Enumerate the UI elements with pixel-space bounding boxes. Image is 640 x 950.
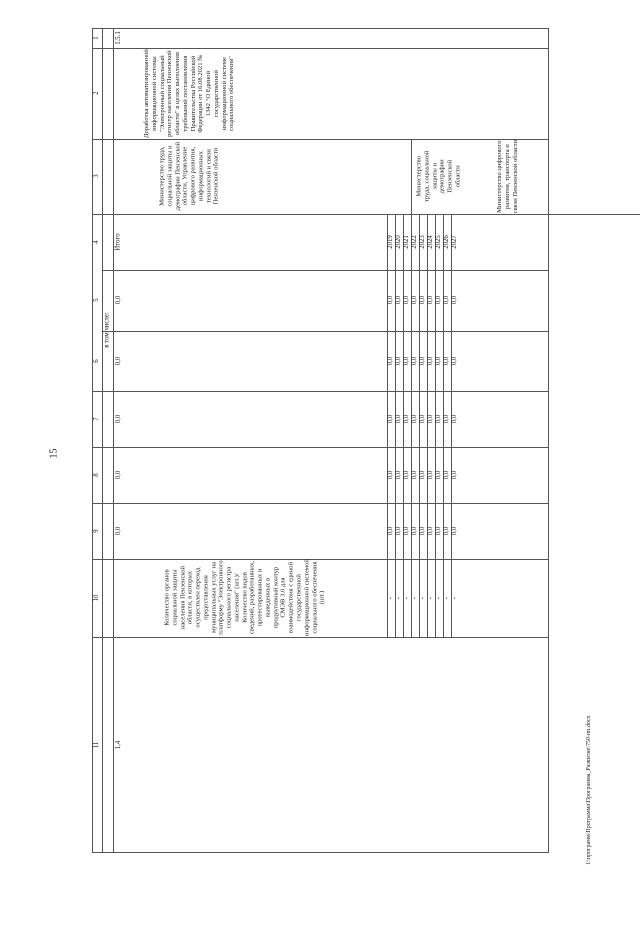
year-2019-value-4 bbox=[387, 447, 395, 503]
year-2027-value-2-text: 0,0 bbox=[450, 356, 458, 366]
table-border-top bbox=[92, 28, 549, 29]
year-2022-value-3-text: 0,0 bbox=[410, 414, 418, 424]
executor-labour-ministry-text: Министерство труда, социальной защиты и демографии Пензенской области bbox=[415, 150, 462, 203]
year-2023-value-3-text: 0,0 bbox=[418, 414, 426, 424]
year-2023-value-5 bbox=[419, 503, 427, 559]
total-label bbox=[113, 214, 125, 270]
year-2027-value-2 bbox=[451, 331, 459, 391]
year-2019-value-1-text: 0,0 bbox=[386, 296, 394, 305]
column-number-5 bbox=[92, 270, 102, 331]
year-2022-value-1 bbox=[411, 270, 419, 331]
column-number-7-text: 7 bbox=[92, 417, 100, 421]
year-2020-value-1-text: 0,0 bbox=[394, 296, 402, 305]
year-2024-value-2 bbox=[427, 331, 435, 391]
indicator-value bbox=[113, 637, 125, 853]
year-2024-indicator-text: - bbox=[426, 596, 434, 600]
header-subtitle-text: в том числе: bbox=[103, 312, 111, 349]
year-2023-value-4-text: 0,0 bbox=[418, 470, 426, 480]
year-2020-text: 2020 bbox=[394, 235, 402, 249]
year-2026-value-2-text: 0,0 bbox=[442, 356, 450, 366]
executor-main bbox=[113, 139, 265, 214]
column-number-1 bbox=[92, 28, 102, 48]
year-2019-indicator-text: - bbox=[386, 596, 394, 600]
column-separator-10 bbox=[92, 637, 549, 638]
year-2022-indicator-text: - bbox=[410, 596, 418, 600]
year-2023-value-2 bbox=[419, 331, 427, 391]
year-2024-value-1-text: 0,0 bbox=[426, 296, 434, 305]
year-2021-value-5-text: 0,0 bbox=[402, 526, 410, 536]
year-2021-value-2 bbox=[403, 331, 411, 391]
column-number-10 bbox=[92, 559, 102, 637]
table-border-right bbox=[548, 28, 549, 853]
total-label-text: Итого bbox=[114, 233, 122, 251]
page-number: 15 bbox=[48, 448, 60, 459]
year-2023-value-3 bbox=[419, 391, 427, 447]
year-2024-value-3 bbox=[427, 391, 435, 447]
year-2020-value-3 bbox=[395, 391, 403, 447]
year-2022-value-2 bbox=[411, 331, 419, 391]
year-2025-value-4 bbox=[435, 447, 443, 503]
indicator-text-text: Количество органов социальной защиты населения Пензенской области, в которых осуществлен переход предоставления муниципальных услуг на платформу "Электронного социального регистра населения" (шт.)/ Количество видов сведений, разработанных, протестированных и выведенных в продуктивный контур СМЭВ 3.0 для взаимодействия с единой государственной информационной системой социального обеспечения (шт.) bbox=[162, 559, 326, 637]
year-2027-indicator-text: - bbox=[450, 596, 458, 600]
column-number-5-text: 5 bbox=[92, 298, 100, 303]
year-2024-value-5-text: 0,0 bbox=[426, 526, 434, 536]
year-2020-value-2-text: 0,0 bbox=[394, 356, 402, 366]
total-value-3-text: 0,0 bbox=[114, 414, 122, 424]
year-2020-indicator bbox=[395, 559, 403, 637]
indicator-value-text: 1,4 bbox=[114, 740, 122, 750]
year-2027-value-3-text: 0,0 bbox=[450, 414, 458, 424]
year-2025-value-1 bbox=[435, 270, 443, 331]
executor-labour-ministry bbox=[411, 139, 467, 214]
year-2022-indicator bbox=[411, 559, 419, 637]
year-2019-value-2 bbox=[387, 331, 395, 391]
year-2023-text: 2023 bbox=[418, 235, 426, 249]
year-2027-value-3 bbox=[451, 391, 459, 447]
year-2024-text: 2024 bbox=[426, 235, 434, 249]
year-2021-value-4-text: 0,0 bbox=[402, 470, 410, 480]
year-2025-value-3 bbox=[435, 391, 443, 447]
year-2021-value-4 bbox=[403, 447, 411, 503]
total-value-2 bbox=[113, 331, 125, 391]
column-number-7 bbox=[92, 391, 102, 447]
year-2022-value-4-text: 0,0 bbox=[410, 470, 418, 480]
project-name bbox=[113, 48, 265, 139]
indicator-text bbox=[113, 559, 376, 637]
year-2019-text: 2019 bbox=[386, 235, 394, 249]
year-2027-text: 2027 bbox=[450, 235, 458, 249]
year-2023-indicator-text: - bbox=[418, 596, 426, 600]
total-value-1 bbox=[113, 270, 125, 331]
year-2023-value-5-text: 0,0 bbox=[418, 526, 426, 536]
year-2022-value-3 bbox=[411, 391, 419, 447]
column-number-3 bbox=[92, 139, 102, 214]
year-2019-value-3 bbox=[387, 391, 395, 447]
executor-digital-ministry-text: Министерство цифрового развития, транспорта и связи Пензенской области bbox=[495, 139, 519, 214]
year-2020-value-1 bbox=[395, 270, 403, 331]
year-2026-value-5 bbox=[443, 503, 451, 559]
year-2019-value-5-text: 0,0 bbox=[386, 526, 394, 536]
year-2020-value-4-text: 0,0 bbox=[394, 470, 402, 480]
year-2021-indicator bbox=[403, 559, 411, 637]
year-2026-value-4 bbox=[443, 447, 451, 503]
year-2025-indicator-text: - bbox=[434, 596, 442, 600]
year-2025-value-5-text: 0,0 bbox=[434, 526, 442, 536]
year-2022-value-4 bbox=[411, 447, 419, 503]
column-number-11 bbox=[92, 637, 102, 853]
year-2020-value-2 bbox=[395, 331, 403, 391]
year-2019-value-4-text: 0,0 bbox=[386, 470, 394, 480]
column-number-8-text: 8 bbox=[92, 473, 100, 477]
year-2024-value-4-text: 0,0 bbox=[426, 470, 434, 480]
total-value-4-text: 0,0 bbox=[114, 470, 122, 480]
year-2020-value-5 bbox=[395, 503, 403, 559]
year-2022-text: 2022 bbox=[410, 235, 418, 249]
row-code-text: 1.5.1 bbox=[114, 31, 122, 45]
year-2024-value-3-text: 0,0 bbox=[426, 414, 434, 424]
year-2021-value-2-text: 0,0 bbox=[402, 356, 410, 366]
total-value-2-text: 0,0 bbox=[114, 356, 122, 366]
year-2021-value-1-text: 0,0 bbox=[402, 296, 410, 305]
column-number-3-text: 3 bbox=[92, 174, 100, 179]
year-2022-value-1-text: 0,0 bbox=[410, 296, 418, 305]
project-name-text: Доработка автоматизированной информационной системы "Электронный социальный регистр населения Пензенской области" в целях выполнения требований постановления Правительства Российской Федерации от 16.08.2021 № 1342 "О Единой государственной информационной системе социального обеспечения" bbox=[142, 49, 235, 138]
year-2026-value-3 bbox=[443, 391, 451, 447]
total-value-4 bbox=[113, 447, 125, 503]
year-2023-indicator bbox=[419, 559, 427, 637]
year-2022-value-5 bbox=[411, 503, 419, 559]
column-number-11-text: 11 bbox=[92, 741, 100, 749]
year-2021-value-3 bbox=[403, 391, 411, 447]
year-2024-value-1 bbox=[427, 270, 435, 331]
column-number-4-text: 4 bbox=[92, 240, 100, 244]
year-2021-value-1 bbox=[403, 270, 411, 331]
year-2023-value-2-text: 0,0 bbox=[418, 356, 426, 366]
total-value-1-text: 0,0 bbox=[114, 296, 122, 305]
year-2019-value-2-text: 0,0 bbox=[386, 356, 394, 366]
year-2025-value-2-text: 0,0 bbox=[434, 356, 442, 366]
year-2022-value-2-text: 0,0 bbox=[410, 356, 418, 366]
year-2021-indicator-text: - bbox=[402, 596, 410, 600]
year-2026-value-5-text: 0,0 bbox=[442, 526, 450, 536]
year-2024-value-5 bbox=[427, 503, 435, 559]
year-2026-indicator bbox=[443, 559, 451, 637]
row-code bbox=[113, 28, 125, 48]
year-2025-value-3-text: 0,0 bbox=[434, 414, 442, 424]
total-value-3 bbox=[113, 391, 125, 447]
year-2021-text: 2021 bbox=[402, 235, 410, 249]
year-2027-value-4 bbox=[451, 447, 459, 503]
budget-table bbox=[92, 28, 549, 853]
column-separator-5 bbox=[102, 270, 549, 271]
year-2023-value-4 bbox=[419, 447, 427, 503]
total-value-5-text: 0,0 bbox=[114, 526, 122, 536]
executor-main-text: Министерство труда, социальной защиты и демографии Пензенской области, Управление цифрового развития, информационных технологий и связи Пензенской области bbox=[157, 142, 220, 211]
year-2026-indicator-text: - bbox=[442, 596, 450, 600]
year-2019-indicator bbox=[387, 559, 395, 637]
year-row-grid-8 bbox=[451, 214, 640, 215]
year-2025-indicator bbox=[435, 559, 443, 637]
header-subtitle bbox=[102, 270, 113, 391]
column-separator-8 bbox=[92, 503, 549, 504]
year-2026-value-3-text: 0,0 bbox=[442, 414, 450, 424]
year-2023-value-1-text: 0,0 bbox=[418, 296, 426, 305]
year-2020-value-4 bbox=[395, 447, 403, 503]
year-2026-value-4-text: 0,0 bbox=[442, 470, 450, 480]
column-number-1-text: 1 bbox=[92, 36, 100, 40]
table-border-bottom bbox=[92, 852, 549, 853]
year-2019-value-1 bbox=[387, 270, 395, 331]
year-2025-value-2 bbox=[435, 331, 443, 391]
year-2020-indicator-text: - bbox=[394, 596, 402, 600]
year-2025-text: 2025 bbox=[434, 235, 442, 249]
year-2025-value-1-text: 0,0 bbox=[434, 296, 442, 305]
year-2027-value-5-text: 0,0 bbox=[450, 526, 458, 536]
column-separator-6 bbox=[102, 331, 549, 332]
year-2020-value-5-text: 0,0 bbox=[394, 526, 402, 536]
column-number-10-text: 10 bbox=[92, 594, 100, 602]
year-2022-value-5-text: 0,0 bbox=[410, 526, 418, 536]
column-separator-6 bbox=[92, 391, 549, 392]
year-2027-value-4-text: 0,0 bbox=[450, 470, 458, 480]
column-separator-7 bbox=[92, 447, 549, 448]
year-2023-value-1 bbox=[419, 270, 427, 331]
year-2024-value-2-text: 0,0 bbox=[426, 356, 434, 366]
year-2027-value-1-text: 0,0 bbox=[450, 296, 458, 305]
year-2025-value-5 bbox=[435, 503, 443, 559]
column-number-2 bbox=[92, 48, 102, 139]
year-2021-value-5 bbox=[403, 503, 411, 559]
column-number-4 bbox=[92, 214, 102, 270]
year-2027-value-1 bbox=[451, 270, 459, 331]
year-2024-indicator bbox=[427, 559, 435, 637]
column-number-6-text: 6 bbox=[92, 359, 100, 363]
footer-file-path: I:\программ\Программа\Программа_Развитие\750-пп.docx bbox=[586, 715, 592, 865]
year-2026-value-2 bbox=[443, 331, 451, 391]
year-2019-value-3-text: 0,0 bbox=[386, 414, 394, 424]
year-2025-value-4-text: 0,0 bbox=[434, 470, 442, 480]
column-number-6 bbox=[92, 331, 102, 391]
column-number-9-text: 9 bbox=[92, 529, 100, 533]
year-2026-text: 2026 bbox=[442, 235, 450, 249]
year-2024-value-4 bbox=[427, 447, 435, 503]
year-2020-value-3-text: 0,0 bbox=[394, 414, 402, 424]
total-value-5 bbox=[113, 503, 125, 559]
year-2021-value-3-text: 0,0 bbox=[402, 414, 410, 424]
year-2026-value-1-text: 0,0 bbox=[442, 296, 450, 305]
column-number-2-text: 2 bbox=[92, 91, 100, 96]
year-2019-value-5 bbox=[387, 503, 395, 559]
year-2027-indicator bbox=[451, 559, 459, 637]
year-2027-value-5 bbox=[451, 503, 459, 559]
year-2026-value-1 bbox=[443, 270, 451, 331]
executor-digital-ministry bbox=[467, 139, 548, 214]
year-2027 bbox=[451, 214, 459, 270]
column-number-8 bbox=[92, 447, 102, 503]
column-number-9 bbox=[92, 503, 102, 559]
